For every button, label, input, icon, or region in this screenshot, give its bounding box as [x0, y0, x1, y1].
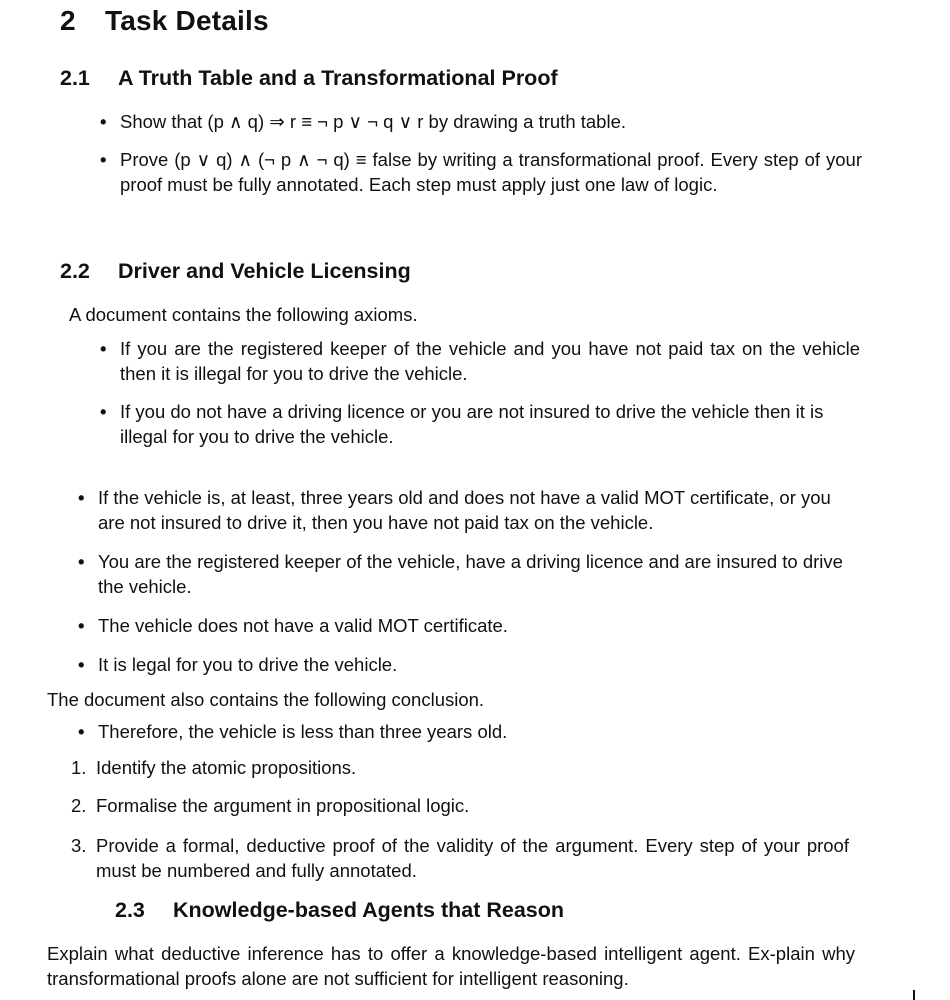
- axiom-text: If you do not have a driving licence or you are not insured to drive the vehicle then it is illegal for you to drive the vehicle.: [120, 401, 824, 447]
- subsection-number: 2.3: [115, 898, 145, 922]
- axiom-item: [78, 653, 850, 678]
- bullet-icon: •: [78, 551, 85, 572]
- subsection-2-1-heading: [60, 64, 558, 93]
- bullet-icon: •: [100, 111, 107, 132]
- bullet-icon: •: [100, 338, 107, 359]
- axiom-text: If the vehicle is, at least, three years old and does not have a valid MOT certificate, or you are not insured to drive it, then you have not paid tax on the vehicle.: [98, 487, 831, 533]
- bullet-icon: •: [100, 149, 107, 170]
- axioms-intro: A document contains the following axioms.: [69, 304, 418, 325]
- axiom-text: If you are the registered keeper of the vehicle and you have not paid tax on the vehicle then it is illegal for you to drive the vehicle.: [120, 338, 860, 384]
- subsection-2-2-heading: [60, 257, 411, 286]
- task-text: Provide a formal, deductive proof of the validity of the argument. Every step of your proof must be numbered and fully annotated.: [96, 835, 849, 881]
- axiom-text: It is legal for you to drive the vehicle.: [98, 654, 398, 675]
- task-number: 2.: [71, 795, 87, 816]
- conclusion-item: [78, 720, 850, 745]
- bullet-text: Prove (p ∨ q) ∧ (¬ p ∧ ¬ q) ≡ false by writing a transformational proof. Every step of your proof must be fully annotated. Each step must apply just one law of logic.: [120, 149, 862, 195]
- subsection-2-3-text: Explain what deductive inference has to offer a knowledge-based intelligent agent. Ex-plain why transformational proofs alone are not sufficient for intelligent reasoning.: [47, 943, 855, 989]
- conclusion-text: Therefore, the vehicle is less than three years old.: [98, 721, 508, 742]
- task-number: 3.: [71, 835, 87, 856]
- subsection-title: Driver and Vehicle Licensing: [118, 259, 411, 283]
- bullet-icon: •: [78, 654, 85, 675]
- axiom-item: [78, 550, 850, 599]
- task-item: [71, 794, 851, 819]
- bullet-icon: •: [78, 487, 85, 508]
- conclusion-intro: The document also contains the following conclusion.: [47, 689, 485, 710]
- subsection-title: Knowledge-based Agents that Reason: [173, 898, 565, 922]
- bullet-icon: •: [78, 615, 85, 636]
- axiom-item: [100, 337, 860, 386]
- axiom-item: [78, 614, 850, 639]
- bullet-icon: •: [100, 401, 107, 422]
- axiom-item: [100, 400, 862, 449]
- section-title: Task Details: [105, 5, 269, 36]
- section-number: 2: [60, 5, 76, 36]
- task-number: 1.: [71, 757, 87, 778]
- bullet-item: [100, 148, 862, 197]
- bullet-icon: •: [78, 721, 85, 742]
- bullet-text: Show that (p ∧ q) ⇒ r ≡ ¬ p ∨ ¬ q ∨ r by drawing a truth table.: [120, 111, 627, 132]
- axiom-item: [78, 486, 850, 535]
- subsection-number: 2.1: [60, 66, 90, 90]
- task-text: Identify the atomic propositions.: [96, 757, 357, 778]
- axiom-text: You are the registered keeper of the vehicle, have a driving licence and are insured to drive the vehicle.: [98, 551, 843, 597]
- axiom-text: The vehicle does not have a valid MOT certificate.: [98, 615, 508, 636]
- subsection-number: 2.2: [60, 259, 90, 283]
- subsection-title: A Truth Table and a Transformational Proof: [118, 66, 558, 90]
- task-text: Formalise the argument in propositional logic.: [96, 795, 470, 816]
- bullet-item: [100, 110, 860, 135]
- section-heading: [60, 2, 269, 39]
- task-item: [71, 756, 851, 781]
- page-edge-mark: [913, 990, 915, 1000]
- subsection-2-3-heading: [115, 896, 564, 925]
- task-item: [71, 834, 849, 883]
